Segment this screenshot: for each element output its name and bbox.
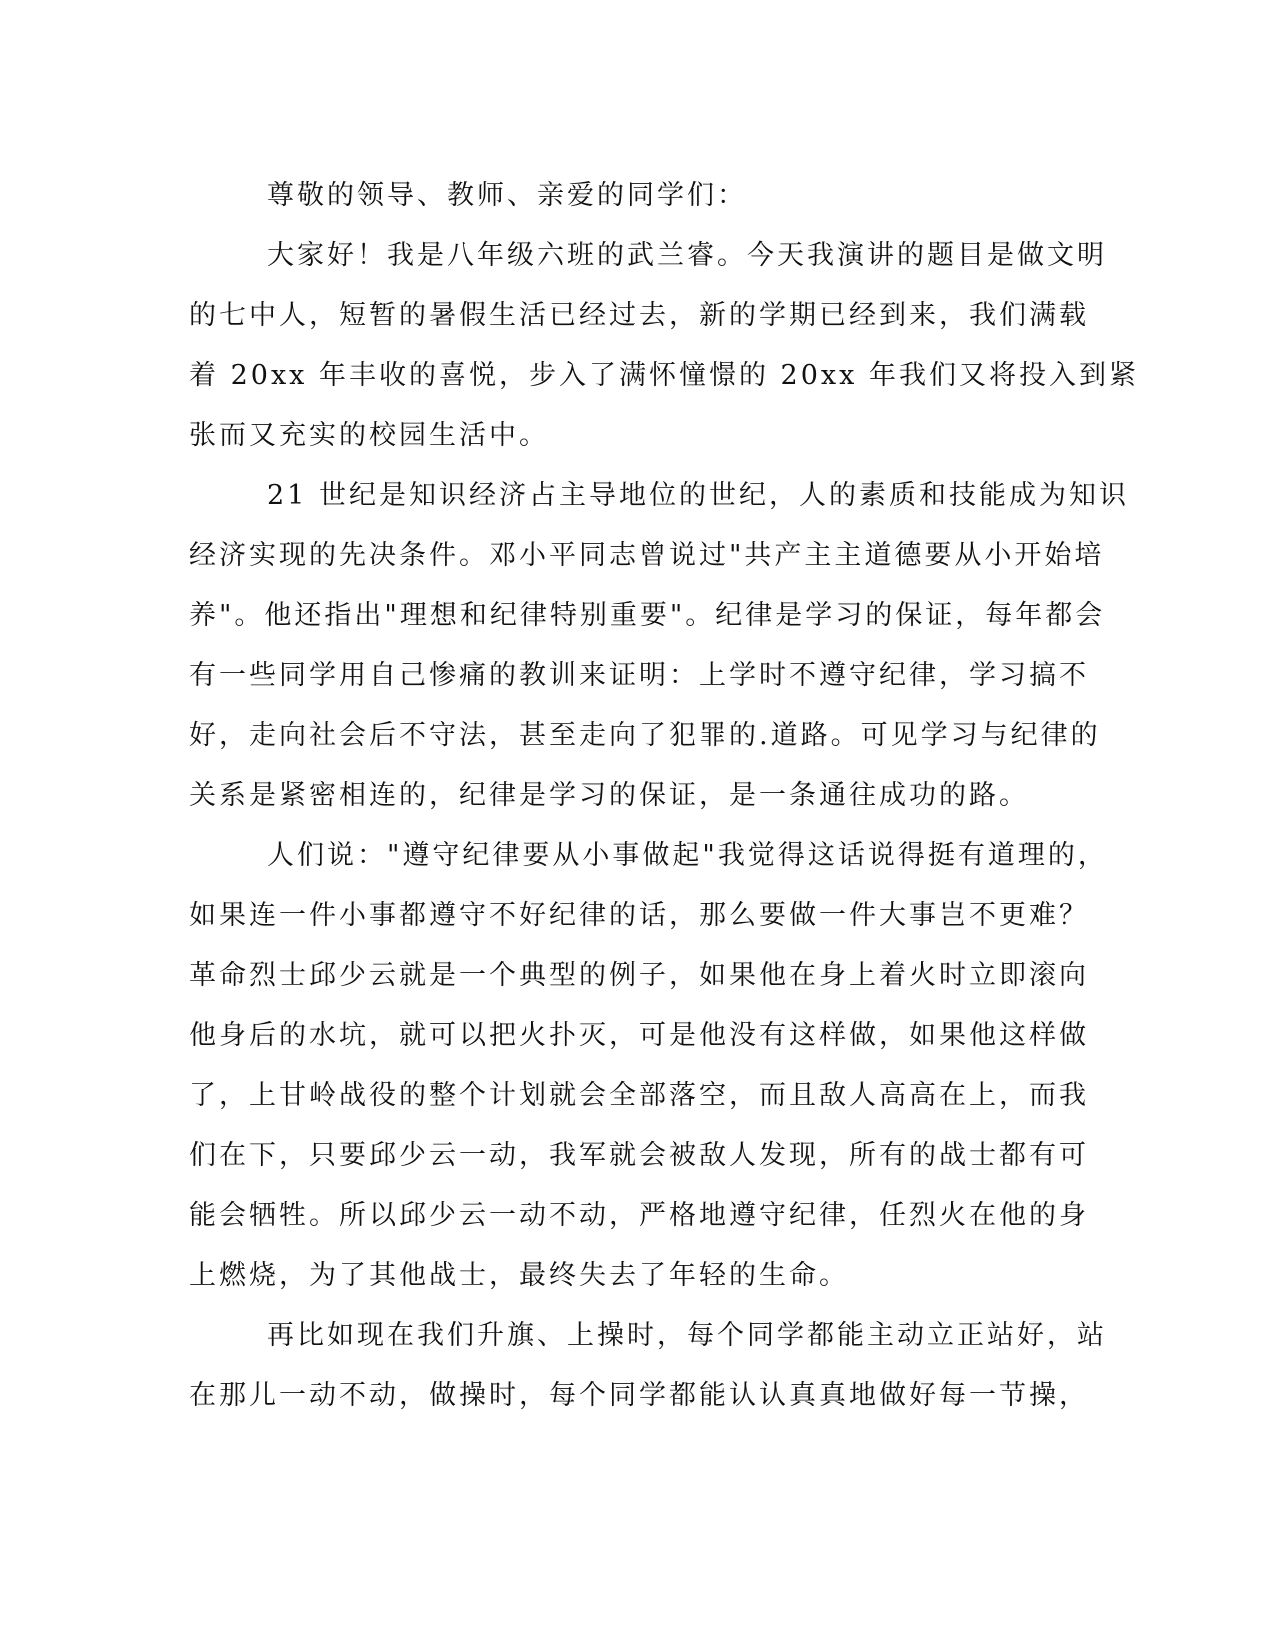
paragraph-discipline — [189, 466, 1129, 826]
text-line: 着 20xx 年丰收的喜悦，步入了满怀憧憬的 20xx 年我们又将投入到紧 — [189, 360, 1139, 391]
paragraph-salutation — [189, 166, 1079, 226]
text-line: 张而又充实的校园生活中。 — [189, 420, 549, 451]
text-line: 人们说："遵守纪律要从小事做起"我觉得这话说得挺有道理的， — [267, 840, 1108, 871]
text-line: 再比如现在我们升旗、上操时，每个同学都能主动立正站好，站 — [267, 1320, 1107, 1351]
text-line: 大家好！我是八年级六班的武兰睿。今天我演讲的题目是做文明 — [267, 240, 1107, 271]
text-line: 上燃烧，为了其他战士，最终失去了年轻的生命。 — [189, 1260, 849, 1291]
text-line: 关系是紧密相连的，纪律是学习的保证，是一条通往成功的路。 — [189, 780, 1029, 811]
text-line: 的七中人，短暂的暑假生活已经过去，新的学期已经到来，我们满载 — [189, 300, 1089, 331]
text-line: 尊敬的领导、教师、亲爱的同学们： — [267, 180, 747, 211]
text-line: 了，上甘岭战役的整个计划就会全部落空，而且敌人高高在上，而我 — [189, 1080, 1089, 1111]
paragraph-introduction — [189, 226, 1139, 466]
text-line: 他身后的水坑，就可以把火扑灭，可是他没有这样做，如果他这样做 — [189, 1020, 1089, 1051]
text-line: 有一些同学用自己惨痛的教训来证明：上学时不遵守纪律，学习搞不 — [189, 660, 1089, 691]
text-line: 21 世纪是知识经济占主导地位的世纪，人的素质和技能成为知识 — [267, 480, 1129, 511]
text-line: 养"。他还指出"理想和纪律特别重要"。纪律是学习的保证，每年都会 — [189, 600, 1106, 631]
paragraph-flag-ceremony — [189, 1306, 1107, 1426]
text-line: 们在下，只要邱少云一动，我军就会被敌人发现，所有的战士都有可 — [189, 1140, 1089, 1171]
text-line: 能会牺牲。所以邱少云一动不动，严格地遵守纪律，任烈火在他的身 — [189, 1200, 1089, 1231]
text-line: 在那儿一动不动，做操时，每个同学都能认认真真地做好每一节操， — [189, 1380, 1089, 1411]
text-line: 好，走向社会后不守法，甚至走向了犯罪的.道路。可见学习与纪律的 — [189, 720, 1101, 751]
document-body — [189, 166, 1139, 1426]
text-line: 如果连一件小事都遵守不好纪律的话，那么要做一件大事岂不更难？ — [189, 900, 1089, 931]
paragraph-example — [189, 826, 1108, 1306]
text-line: 经济实现的先决条件。邓小平同志曾说过"共产主主道德要从小开始培 — [189, 540, 1105, 571]
text-line: 革命烈士邱少云就是一个典型的例子，如果他在身上着火时立即滚向 — [189, 960, 1089, 991]
